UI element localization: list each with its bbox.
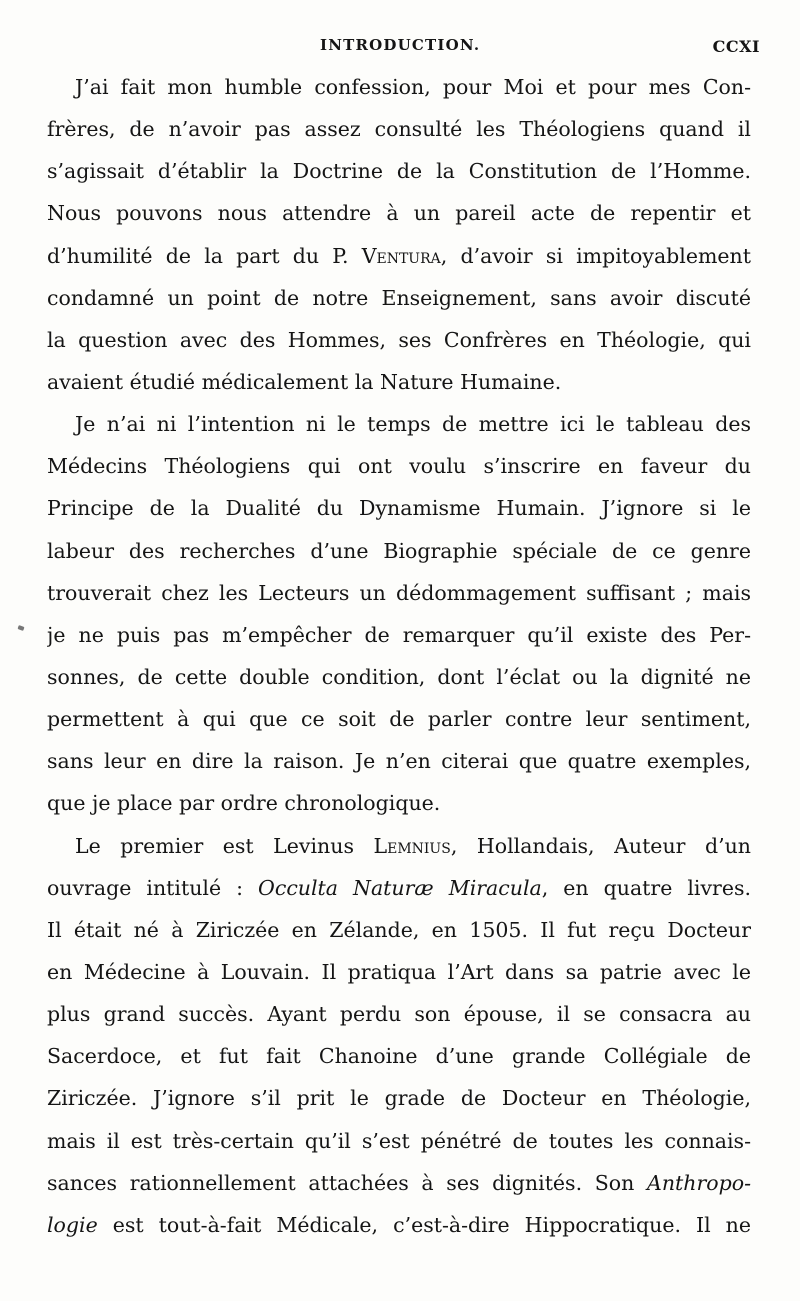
text-line [47,108,751,150]
text-run: Je n’ai ni l’intention ni le temps de mettre ici le tableau des [75,412,751,437]
text-run: , Hollandais, Auteur d’un [450,833,751,858]
text-run: labeur des recherches d’une Biographie spéciale de ce genre [47,538,751,563]
text-line [47,192,751,234]
text-run: Il était né à Ziriczée en Zélande, en 1505. Il fut reçu Docteur [47,917,751,942]
text-run: sans leur en dire la raison. Je n’en citerai que quatre exemples, [47,749,751,774]
body-text [47,66,751,1246]
text-line [47,1120,751,1162]
text-run: Sacerdoce, et fut fait Chanoine d’une grande Collégiale de [47,1044,751,1069]
text-run: , en quatre livres. [541,875,751,900]
text-run: Nous pouvons nous attendre à un pareil acte de repentir et [47,201,751,226]
margin-ink-mark [17,625,24,631]
text-line [47,487,751,529]
text-line [47,1077,751,1119]
text-run: plus grand succès. Ayant perdu son épouse, il se consacra au [47,1002,751,1027]
text-run: Le premier est Levinus [75,833,374,858]
text-run: que je place par ordre chronologique. [47,791,441,816]
text-run: permettent à qui que ce soit de parler contre leur sentiment, [47,707,751,732]
text-line [47,530,751,572]
text-line [47,867,751,909]
text-run: Principe de la Dualité du Dynamisme Humain. J’ignore si le [47,496,751,521]
text-line [47,235,751,277]
italic-title: Occulta Naturæ Miracula [258,875,542,900]
text-run: mais il est très-certain qu’il s’est pénétré de toutes les connais- [47,1128,751,1153]
small-caps-name: Lemnius [373,833,451,858]
text-run: avaient étudié médicalement la Nature Humaine. [47,369,562,394]
text-run: en Médecine à Louvain. Il pratiqua l’Art dans sa patrie avec le [47,959,751,984]
text-run: , d’avoir si impitoyablement [440,243,751,268]
text-run: condamné un point de notre Enseignement, sans avoir discuté [47,285,751,310]
paragraph [47,403,751,824]
text-run: Médecins Théologiens qui ont voulu s’inscrire en faveur du [47,454,751,479]
text-line [47,361,751,403]
text-line [47,740,751,782]
running-head [48,36,772,60]
text-run: Ziriczée. J’ignore s’il prit le grade de Docteur en Théologie, [47,1086,751,1111]
text-line [47,403,751,445]
text-line [47,1035,751,1077]
text-line [47,951,751,993]
text-line [47,782,751,824]
text-run: sances rationnellement attachées à ses dignités. Son [47,1170,648,1195]
text-run: la question avec des Hommes, ses Confrères en Théologie, qui [47,327,751,352]
text-line [47,150,751,192]
text-run: trouverait chez les Lecteurs un dédommagement suffisant ; mais [47,580,751,605]
text-run: sonnes, de cette double condition, dont l’éclat ou la dignité ne [47,664,751,689]
text-line [47,909,751,951]
text-line [47,445,751,487]
text-run: frères, de n’avoir pas assez consulté les Théologiens quand il [47,117,751,142]
italic-title: logie [47,1212,98,1237]
paragraph [47,66,751,403]
text-line [47,1204,751,1246]
text-line [47,656,751,698]
running-head-title: INTRODUCTION. [320,36,481,54]
text-line [47,572,751,614]
page-number: CCXI [712,37,760,56]
text-run: je ne puis pas m’empêcher de remarquer qu’il existe des Per- [47,622,751,647]
small-caps-name: Ventura [361,243,441,268]
text-line [47,825,751,867]
text-line [47,614,751,656]
text-run: est tout-à-fait Médicale, c’est-à-dire Hippocratique. Il ne [97,1212,751,1237]
text-line [47,993,751,1035]
text-run: J’ai fait mon humble confession, pour Moi et pour mes Con- [75,75,751,99]
italic-title: Anthropo- [647,1170,751,1195]
text-line [47,698,751,740]
text-line [47,319,751,361]
text-line [47,277,751,319]
text-line [47,66,751,108]
text-run: d’humilité de la part du P. [47,243,362,268]
text-line [47,1162,751,1204]
paragraph [47,825,751,1246]
text-run: ouvrage intitulé : [47,875,259,900]
text-run: s’agissait d’établir la Doctrine de la Constitution de l’Homme. [47,159,751,184]
